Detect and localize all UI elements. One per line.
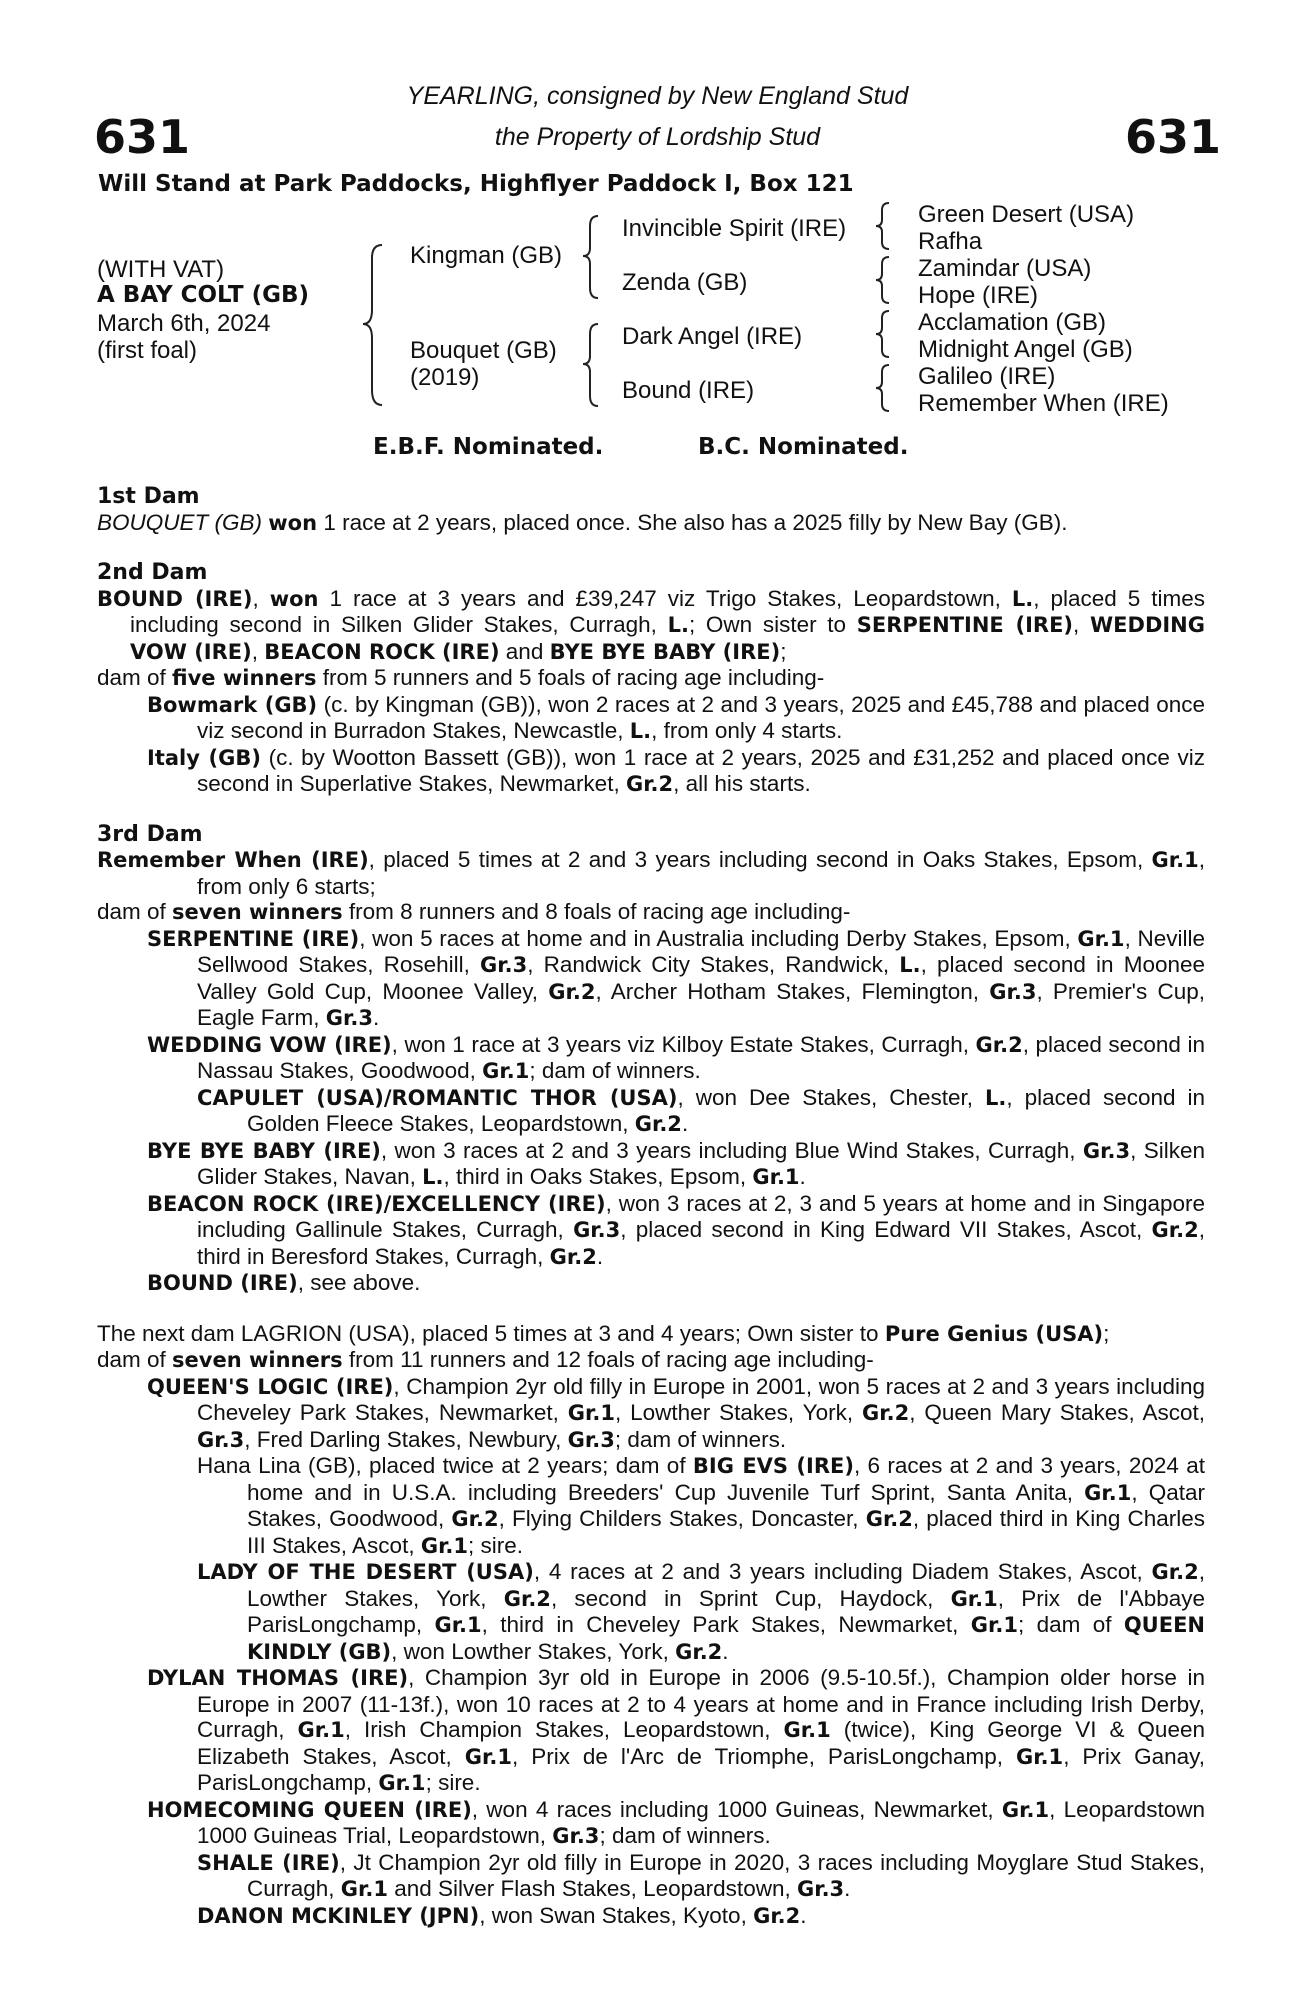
pedigree-brace-g3 (873, 308, 897, 360)
pedigree-gen3-2: Rafha (918, 228, 983, 255)
third-dam-produce-line: dam of seven winners from 8 runners and 8 foals of racing age including- (97, 899, 851, 924)
pedigree-brace-dam (580, 320, 608, 410)
pedigree-brace-g4 (873, 362, 897, 414)
produce-bye-bye-baby: BYE BYE BABY (IRE), won 3 races at 2 and 3 years including Blue Wind Stakes, Curragh, Gr.3, Silken Glider Stakes, Navan, L., third in Oaks Stakes, Epsom, Gr.1. (147, 1137, 1205, 1189)
third-dam-paragraph: Remember When (IRE), placed 5 times at 2 and 3 years including second in Oaks Stakes, Epsom, Gr.1, from only 6 starts; (97, 847, 1205, 899)
consignment-title: YEARLING, consigned by New England Stud (406, 82, 909, 110)
pedigree-gen3-5: Acclamation (GB) (918, 309, 1107, 336)
pedigree-gen3-7: Galileo (IRE) (918, 363, 1056, 390)
produce-beacon-rock: BEACON ROCK (IRE)/EXCELLENCY (IRE), won 3 races at 2, 3 and 5 years at home and in Singapore including Gallinule Stakes, Curragh, Gr.3, placed second in King Edward VII Stakes, Ascot, Gr.2, third in Beresford Stakes, Curragh, Gr.2. (147, 1190, 1206, 1269)
produce-shale: SHALE (IRE), Jt Champion 2yr old filly in Europe in 2020, 3 races including Moyglare Stud Stakes, Curragh, Gr.1 and Silver Flash Stakes, Leopardstown, Gr.3. (197, 1849, 1206, 1901)
pedigree-sire: Kingman (GB) (410, 242, 563, 269)
second-dam-name: BOUND (IRE) (97, 586, 253, 611)
stand-location: Will Stand at Park Paddocks, Highflyer Paddock I, Box 121 (98, 171, 854, 197)
produce-danon-mckinley: DANON MCKINLEY (JPN), won Swan Stakes, Kyoto, Gr.2. (197, 1902, 807, 1928)
pedigree-brace-g2 (873, 254, 897, 306)
produce-homecoming-queen: HOMECOMING QUEEN (IRE), won 4 races including 1000 Guineas, Newmarket, Gr.1, Leopardstown 1000 Guineas Trial, Leopardstown, Gr.3; dam of winners. (147, 1796, 1205, 1848)
ebf-nominated: E.B.F. Nominated. (373, 434, 604, 460)
produce-bowmark: Bowmark (GB) (c. by Kingman (GB)), won 2 races at 2 and 3 years, 2025 and £45,788 and placed once viz second in Burradon Stakes, Newcastle, L., from only 4 starts. (147, 691, 1205, 743)
second-dam-paragraph: BOUND (IRE), won 1 race at 3 years and £39,247 viz Trigo Stakes, Leopardstown, L., placed 5 times including second in Silken Glider Stakes, Curragh, L.; Own sister to SERPENTINE (IRE), WEDDING VOW (IRE), BEACON ROCK (IRE) and BYE BYE BABY (IRE); (97, 585, 1205, 664)
first-dam-paragraph: BOUQUET (GB) won 1 race at 2 years, placed once. She also has a 2025 filly by New Bay (GB). (97, 509, 1068, 535)
third-dam-heading: 3rd Dam (97, 821, 203, 847)
pedigree-dam-dam: Bound (IRE) (622, 377, 755, 404)
pedigree-brace-g1 (873, 200, 897, 252)
pedigree-dam: Bouquet (GB) (410, 337, 557, 364)
pedigree-dam-sire: Dark Angel (IRE) (622, 323, 803, 350)
second-dam-produce-line: dam of five winners from 5 runners and 5 foals of racing age including- (97, 665, 825, 690)
lot-number-right: 631 (1124, 110, 1221, 164)
produce-dylan-thomas: DYLAN THOMAS (IRE), Champion 3yr old in Europe in 2006 (9.5-10.5f.), Champion older horse in Europe in 2007 (11-13f.), won 10 races at 2 to 4 years at home and in France including Irish Derby, Curragh, Gr.1, Irish Champion Stakes, Leopardstown, Gr.1 (twice), King George VI & Queen Elizabeth Stakes, Ascot, Gr.1, Prix de l'Arc de Triomphe, ParisLongchamp, Gr.1, Prix Ganay, ParisLongchamp, Gr.1; sire. (147, 1665, 1205, 1795)
produce-bound: BOUND (IRE), see above. (147, 1270, 421, 1295)
next-dam-paragraph: The next dam LAGRION (USA), placed 5 times at 3 and 4 years; Own sister to Pure Genius (USA); (97, 1320, 1110, 1346)
produce-queens-logic: QUEEN'S LOGIC (IRE), Champion 2yr old filly in Europe in 2001, won 5 races at 2 and 3 years including Cheveley Park Stakes, Newmarket, Gr.1, Lowther Stakes, York, Gr.2, Queen Mary Stakes, Ascot, Gr.3, Fred Darling Stakes, Newbury, Gr.3; dam of winners. (147, 1373, 1206, 1452)
produce-wedding-vow: WEDDING VOW (IRE), won 1 race at 3 years viz Kilboy Estate Stakes, Curragh, Gr.2, placed second in Nassau Stakes, Goodwood, Gr.1; dam of winners. (147, 1031, 1206, 1083)
pedigree-brace-main (360, 240, 400, 410)
catalogue-body (97, 484, 1205, 1929)
produce-capulet: CAPULET (USA)/ROMANTIC THOR (USA), won Dee Stakes, Chester, L., placed second in Golden Fleece Stakes, Leopardstown, Gr.2. (197, 1084, 1205, 1136)
foal-note: (first foal) (97, 337, 198, 364)
pedigree-gen3-1: Green Desert (USA) (918, 201, 1135, 228)
vat-note: (WITH VAT) (97, 256, 225, 283)
pedigree-brace-sire (580, 212, 608, 302)
produce-serpentine: SERPENTINE (IRE), won 5 races at home and in Australia including Derby Stakes, Epsom, Gr.1, Neville Sellwood Stakes, Rosehill, Gr.3, Randwick City Stakes, Randwick, L., placed second in Moonee Valley Gold Cup, Moonee Valley, Gr.2, Archer Hotham Stakes, Flemington, Gr.3, Premier's Cup, Eagle Farm, Gr.3. (147, 925, 1206, 1030)
produce-hana-lina: Hana Lina (GB), placed twice at 2 years; dam of BIG EVS (IRE), 6 races at 2 and 3 years, 2024 at home and in U.S.A. including Breeders' Cup Juvenile Turf Sprint, Santa Anita, Gr.1, Qatar Stakes, Goodwood, Gr.2, Flying Childers Stakes, Doncaster, Gr.2, placed third in King Charles III Stakes, Ascot, Gr.1; sire. (197, 1453, 1206, 1558)
pedigree-gen3-8: Remember When (IRE) (918, 390, 1169, 417)
pedigree-sire-dam: Zenda (GB) (622, 269, 748, 296)
first-dam-name: BOUQUET (GB) (97, 509, 263, 535)
next-dam-produce-line: dam of seven winners from 11 runners and 12 foals of racing age including- (97, 1347, 874, 1372)
foaling-date: March 6th, 2024 (97, 310, 271, 337)
pedigree-dam-year: (2019) (410, 364, 480, 391)
pedigree-gen3-6: Midnight Angel (GB) (918, 336, 1133, 363)
lot-number-left: 631 (94, 110, 191, 164)
pedigree-gen3-4: Hope (IRE) (918, 282, 1039, 309)
first-dam-heading: 1st Dam (97, 484, 200, 509)
horse-name: A BAY COLT (GB) (97, 282, 310, 308)
produce-lady-of-the-desert: LADY OF THE DESERT (USA), 4 races at 2 and 3 years including Diadem Stakes, Ascot, Gr.2, Lowther Stakes, York, Gr.2, second in Sprint Cup, Haydock, Gr.1, Prix de l'Abbaye ParisLongchamp, Gr.1, third in Cheveley Park Stakes, Newmarket, Gr.1; dam of QUEEN KINDLY (GB), won Lowther Stakes, York, Gr.2. (197, 1559, 1206, 1664)
consignment-subtitle: the Property of Lordship Stud (494, 123, 821, 151)
produce-italy: Italy (GB) (c. by Wootton Bassett (GB)), won 1 race at 2 years, 2025 and £31,252 and placed once viz second in Superlative Stakes, Newmarket, Gr.2, all his starts. (147, 744, 1205, 796)
bc-nominated: B.C. Nominated. (698, 434, 909, 460)
pedigree-sire-sire: Invincible Spirit (IRE) (622, 215, 847, 242)
second-dam-heading: 2nd Dam (97, 560, 208, 585)
pedigree-gen3-3: Zamindar (USA) (918, 255, 1092, 282)
